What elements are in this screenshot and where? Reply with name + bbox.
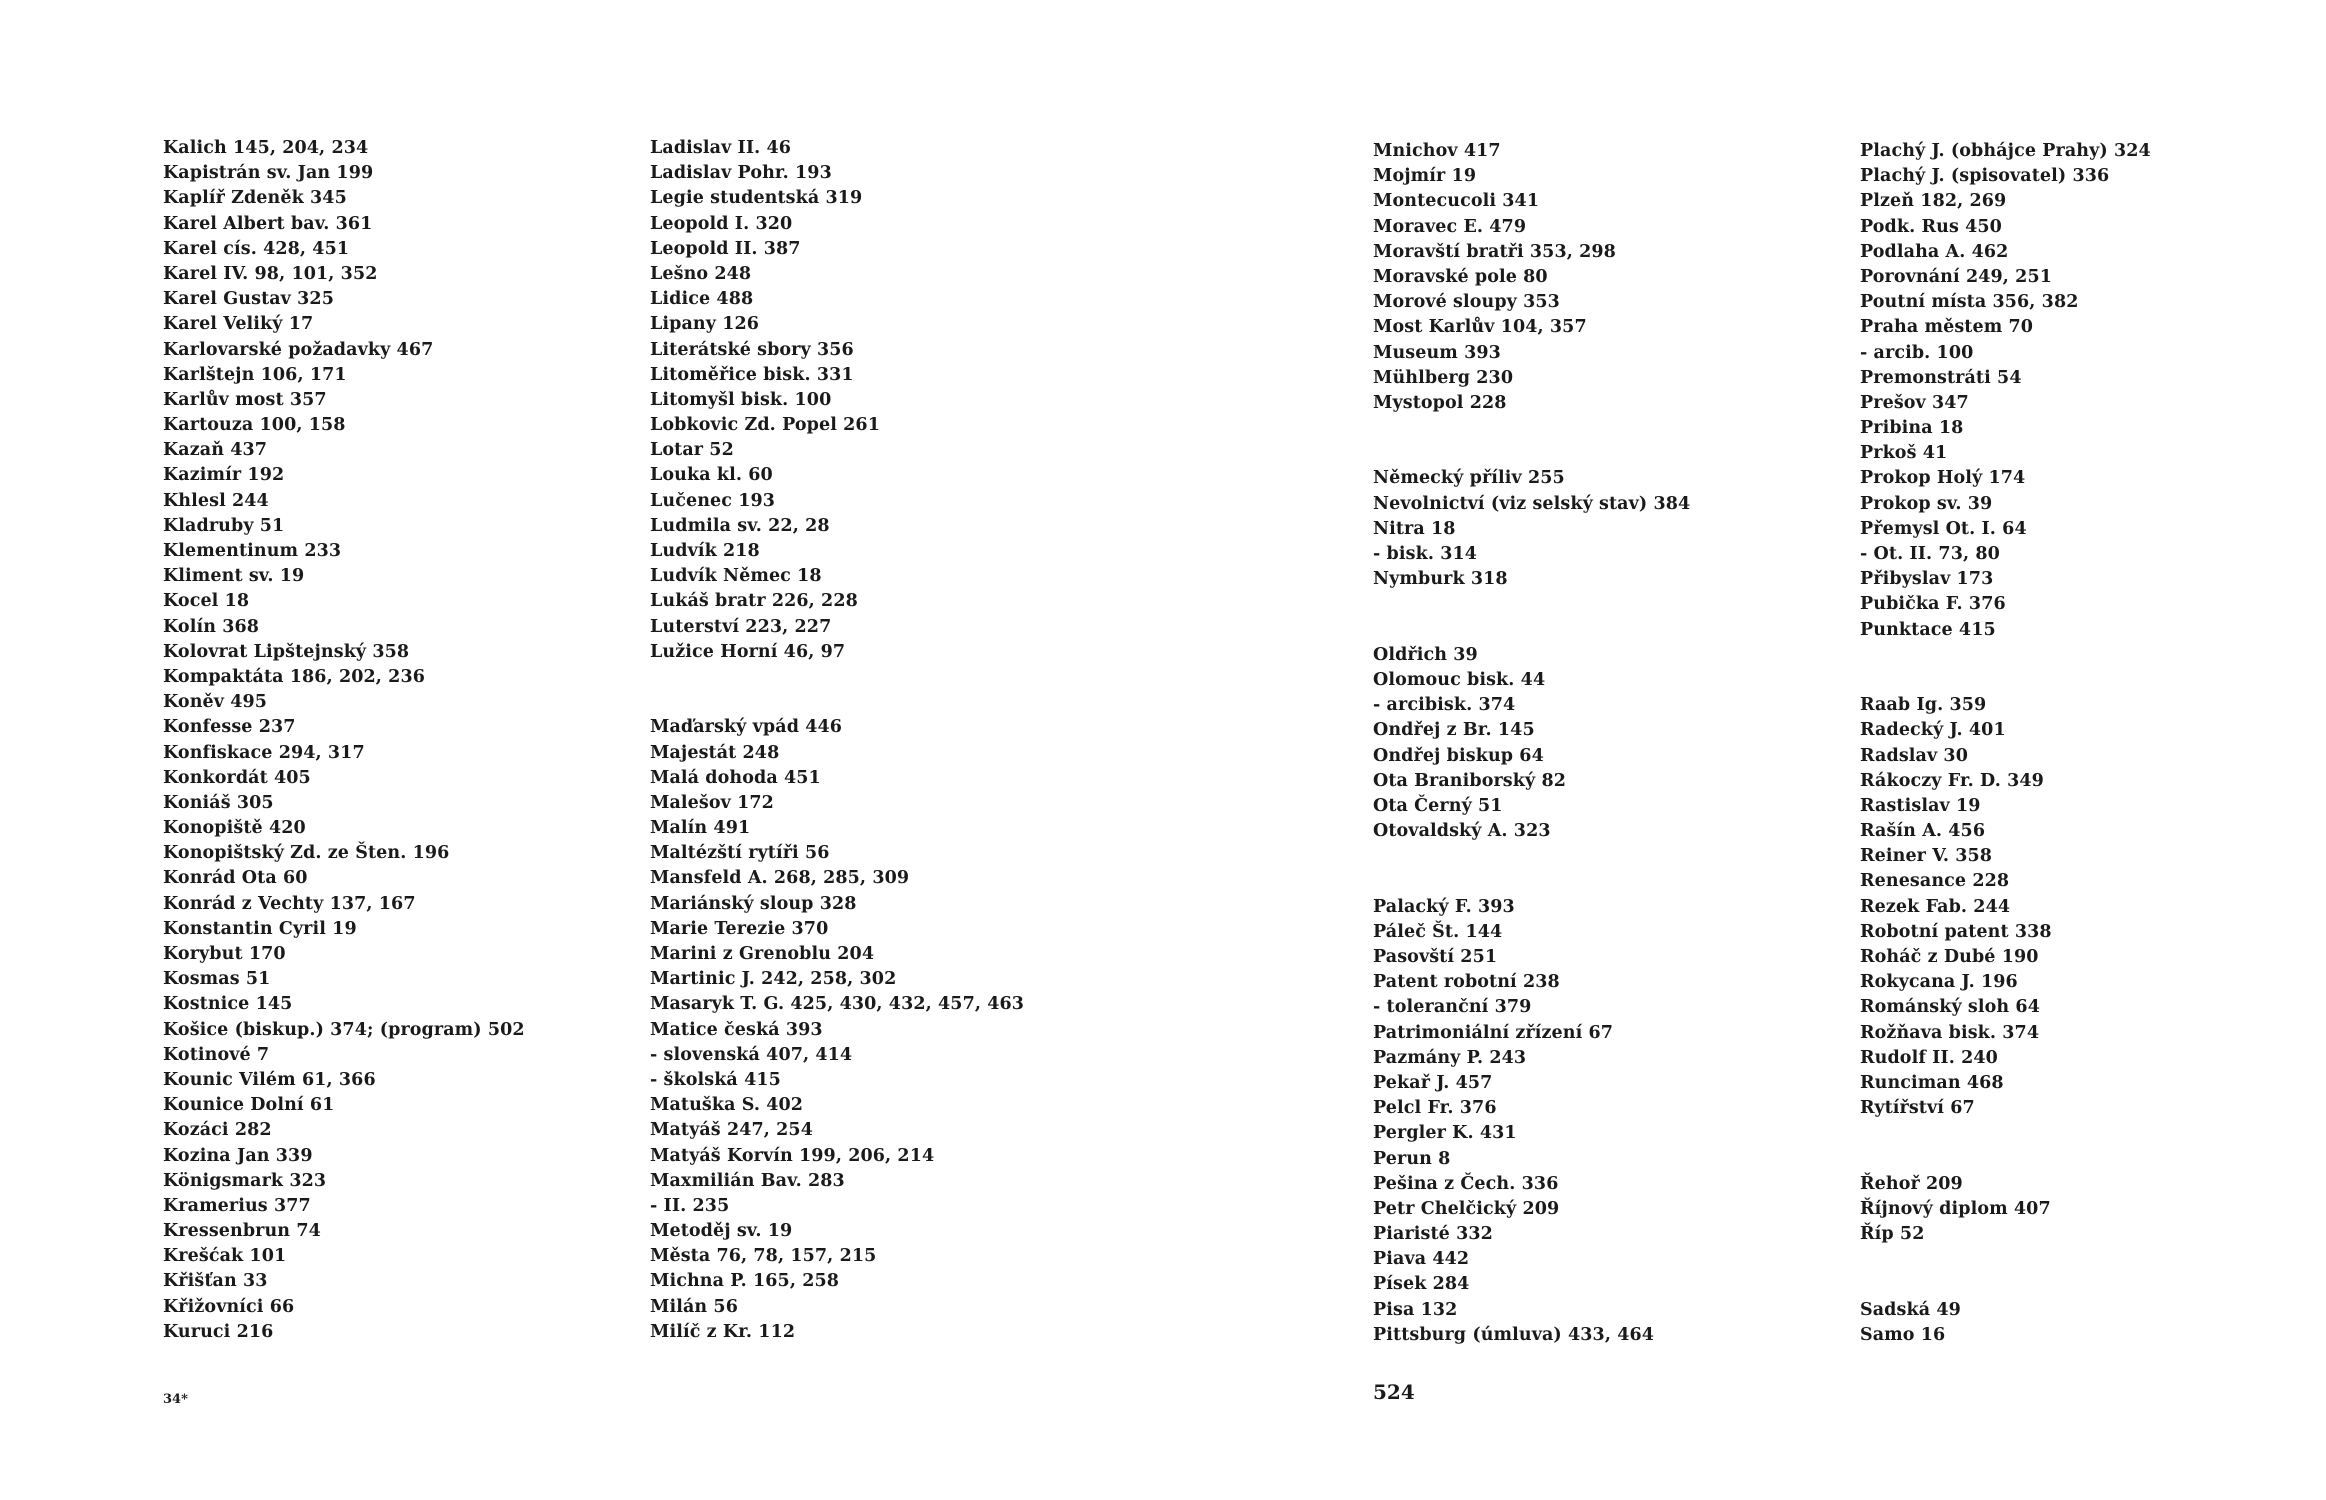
index-entry: Křižovníci 66 (163, 1296, 295, 1317)
index-entry: Pasovští 251 (1373, 947, 1498, 968)
letter-group-gap (1373, 416, 1690, 466)
index-entry: Přemysl Ot. I. 64 (1860, 518, 2027, 539)
index-entry: Oldřich 39 (1373, 644, 1478, 665)
index-entry: Konkordát 405 (163, 767, 311, 788)
index-entry: Rokycana J. 196 (1860, 972, 2018, 993)
index-entry: Říjnový diplom 407 (1860, 1198, 2051, 1219)
index-entry: Konrád z Vechty 137, 167 (163, 893, 416, 914)
index-entry: Karlovarské požadavky 467 (163, 339, 434, 360)
index-entry: Runciman 468 (1860, 1072, 2004, 1093)
index-entry: Luterství 223, 227 (650, 616, 832, 637)
index-entry: Kapistrán sv. Jan 199 (163, 163, 374, 184)
index-entry: Košice (biskup.) 374; (program) 502 (163, 1019, 525, 1040)
index-entry: Pazmány P. 243 (1373, 1047, 1527, 1068)
index-entry: Khlesl 244 (163, 490, 269, 511)
index-entry: - toleranční 379 (1373, 997, 1532, 1018)
index-entry: Konstantin Cyril 19 (163, 918, 357, 939)
index-entry: Patrimoniální zřízení 67 (1373, 1022, 1614, 1043)
index-entry: Koniáš 305 (163, 792, 274, 813)
index-entry: Leopold I. 320 (650, 213, 793, 234)
index-entry: Kladruby 51 (163, 515, 285, 536)
index-entry: Lidice 488 (650, 289, 754, 310)
index-column-1 (163, 136, 525, 1345)
index-entry: Písek 284 (1373, 1274, 1470, 1295)
index-entry: Marie Terezie 370 (650, 918, 829, 939)
index-entry: - arcib. 100 (1860, 342, 1974, 363)
index-entry: Museum 393 (1373, 342, 1501, 363)
index-entry: Radslav 30 (1860, 745, 1968, 766)
index-entry: Kliment sv. 19 (163, 566, 305, 587)
index-entry: Louka kl. 60 (650, 465, 773, 486)
index-entry: Matyáš Korvín 199, 206, 214 (650, 1145, 935, 1166)
index-entry: Renesance 228 (1860, 871, 2010, 892)
index-entry: Palacký F. 393 (1373, 896, 1515, 917)
index-entry: Pisa 132 (1373, 1299, 1458, 1320)
index-entry: Plachý J. (spisovatel) 336 (1860, 166, 2110, 187)
index-entry: Kozáci 282 (163, 1120, 272, 1141)
index-entry: Martinic J. 242, 258, 302 (650, 969, 897, 990)
index-entry: Rastislav 19 (1860, 795, 1981, 816)
index-entry: Rytířství 67 (1860, 1098, 1975, 1119)
index-entry: Malešov 172 (650, 792, 774, 813)
index-entry: Pešina z Čech. 336 (1373, 1173, 1559, 1194)
index-entry: Piaristé 332 (1373, 1224, 1493, 1245)
index-entry: Kozina Jan 339 (163, 1145, 313, 1166)
index-entry: Kressenbrun 74 (163, 1221, 321, 1242)
index-entry: Ludvík Němec 18 (650, 566, 822, 587)
index-entry: Malín 491 (650, 818, 751, 839)
index-entry: Říp 52 (1860, 1224, 1925, 1245)
index-entry: - II. 235 (650, 1195, 730, 1216)
index-entry: Ota Černý 51 (1373, 795, 1503, 816)
index-entry: Ondřej biskup 64 (1373, 745, 1544, 766)
index-entry: Mystopol 228 (1373, 392, 1507, 413)
index-entry: Ladislav Pohr. 193 (650, 163, 832, 184)
index-entry: Lipany 126 (650, 314, 760, 335)
index-entry: Patent robotní 238 (1373, 972, 1560, 993)
index-entry: Most Karlův 104, 357 (1373, 317, 1587, 338)
index-entry: Maltézští rytíři 56 (650, 843, 830, 864)
index-entry: Moravští bratři 353, 298 (1373, 241, 1616, 262)
index-entry: Mojmír 19 (1373, 166, 1477, 187)
index-entry: Milíč z Kr. 112 (650, 1321, 796, 1342)
letter-group-gap (1373, 592, 1690, 642)
index-entry: Metoděj sv. 19 (650, 1221, 793, 1242)
index-entry: Piava 442 (1373, 1249, 1470, 1270)
index-entry: Milán 56 (650, 1296, 738, 1317)
index-entry: Lučenec 193 (650, 490, 776, 511)
index-entry: Olomouc bisk. 44 (1373, 669, 1546, 690)
letter-group-gap (1860, 1247, 2151, 1297)
index-column-2 (650, 136, 1024, 1345)
index-entry: Prešov 347 (1860, 392, 1969, 413)
index-entry: Moravské pole 80 (1373, 266, 1548, 287)
index-column-3 (1373, 139, 1690, 1348)
index-entry: Města 76, 78, 157, 215 (650, 1246, 877, 1267)
index-entry: Ota Braniborský 82 (1373, 770, 1567, 791)
index-entry: Premonstráti 54 (1860, 367, 2022, 388)
index-entry: Kolín 368 (163, 616, 260, 637)
index-entry: Maďarský vpád 446 (650, 717, 843, 738)
index-entry: Perun 8 (1373, 1148, 1451, 1169)
letter-group-gap (1860, 643, 2151, 693)
index-entry: Konrád Ota 60 (163, 868, 308, 889)
index-entry: Krešćak 101 (163, 1246, 287, 1267)
index-entry: Kramerius 377 (163, 1195, 311, 1216)
index-entry: Pekař J. 457 (1373, 1072, 1493, 1093)
index-entry: Punktace 415 (1860, 619, 1996, 640)
index-entry: Pribina 18 (1860, 418, 1964, 439)
index-entry: Kolovrat Lipštejnský 358 (163, 641, 410, 662)
index-entry: Litoměřice bisk. 331 (650, 364, 854, 385)
index-entry: Kalich 145, 204, 234 (163, 138, 369, 158)
index-entry: Robotní patent 338 (1860, 921, 2052, 942)
index-entry: Kartouza 100, 158 (163, 415, 346, 436)
index-entry: Kounice Dolní 61 (163, 1095, 335, 1116)
index-entry: Koněv 495 (163, 692, 268, 713)
index-entry: Lobkovic Zd. Popel 261 (650, 415, 880, 436)
index-entry: Pergler K. 431 (1373, 1123, 1517, 1144)
index-entry: Kuruci 216 (163, 1321, 274, 1342)
index-entry: - Ot. II. 73, 80 (1860, 544, 2000, 564)
index-entry: Radecký J. 401 (1860, 720, 2006, 741)
index-entry: Německý příliv 255 (1373, 468, 1565, 489)
index-entry: Karel Veliký 17 (163, 314, 314, 335)
signature-mark: 34* (163, 1392, 188, 1407)
index-entry: Kocel 18 (163, 591, 250, 612)
page-number: 524 (1373, 1380, 1415, 1404)
index-entry: Matyáš 247, 254 (650, 1120, 813, 1141)
index-entry: Sadská 49 (1860, 1299, 1961, 1320)
index-entry: Kazaň 437 (163, 440, 268, 461)
index-entry: Mansfeld A. 268, 285, 309 (650, 868, 910, 889)
index-entry: Litomyšl bisk. 100 (650, 389, 832, 410)
index-entry: Reiner V. 358 (1860, 846, 1993, 867)
index-entry: Karlův most 357 (163, 389, 327, 410)
index-entry: Křišťan 33 (163, 1271, 268, 1292)
index-entry: Nitra 18 (1373, 518, 1456, 539)
index-entry: Přibyslav 173 (1860, 569, 1994, 590)
index-entry: Leopold II. 387 (650, 238, 801, 259)
index-entry: Matice česká 393 (650, 1019, 823, 1040)
index-entry: Ludvík 218 (650, 541, 760, 561)
index-entry: Kotinové 7 (163, 1044, 270, 1065)
index-entry: Mühlberg 230 (1373, 367, 1514, 388)
index-entry: Kosmas 51 (163, 969, 271, 990)
index-entry: Karel cís. 428, 451 (163, 238, 350, 259)
index-entry: Morové sloupy 353 (1373, 292, 1560, 313)
index-entry: Pittsburg (úmluva) 433, 464 (1373, 1324, 1655, 1345)
index-entry: Legie studentská 319 (650, 188, 863, 209)
index-entry: Moravec E. 479 (1373, 216, 1527, 237)
index-entry: Kazimír 192 (163, 465, 285, 486)
index-entry: Roháč z Dubé 190 (1860, 947, 2039, 968)
index-entry: Rákoczy Fr. D. 349 (1860, 770, 2044, 791)
letter-group-gap (1373, 844, 1690, 894)
index-entry: Samo 16 (1860, 1324, 1946, 1345)
index-entry: Lukáš bratr 226, 228 (650, 591, 858, 612)
index-entry: Páleč Št. 144 (1373, 921, 1503, 942)
index-entry: - slovenská 407, 414 (650, 1044, 853, 1065)
index-entry: Literátské sbory 356 (650, 339, 854, 360)
index-entry: Nymburk 318 (1373, 569, 1508, 590)
index-entry: Konfiskace 294, 317 (163, 742, 365, 763)
index-entry: Klementinum 233 (163, 541, 342, 561)
index-entry: Prokop Holý 174 (1860, 468, 2026, 489)
index-entry: Raab Ig. 359 (1860, 695, 1987, 716)
index-entry: Karel Albert bav. 361 (163, 213, 373, 234)
index-entry: Majestát 248 (650, 742, 780, 763)
index-entry: Königsmark 323 (163, 1170, 327, 1191)
index-entry: Poutní místa 356, 382 (1860, 292, 2079, 313)
index-entry: Rudolf II. 240 (1860, 1047, 1998, 1068)
index-entry: Ladislav II. 46 (650, 138, 792, 158)
index-entry: - bisk. 314 (1373, 544, 1478, 565)
index-entry: Konopiště 420 (163, 818, 306, 839)
index-entry: Lužice Horní 46, 97 (650, 641, 846, 662)
index-entry: Maxmilián Bav. 283 (650, 1170, 845, 1191)
index-entry: Matuška S. 402 (650, 1095, 804, 1116)
index-entry: Pelcl Fr. 376 (1373, 1098, 1497, 1119)
index-entry: Ludmila sv. 22, 28 (650, 515, 830, 536)
index-entry: Masaryk T. G. 425, 430, 432, 457, 463 (650, 994, 1025, 1015)
index-entry: - školská 415 (650, 1069, 781, 1090)
index-entry: Konopištský Zd. ze Šten. 196 (163, 843, 450, 864)
index-entry: Kostnice 145 (163, 994, 293, 1015)
index-entry: Kounic Vilém 61, 366 (163, 1069, 376, 1090)
index-entry: Plachý J. (obhájce Prahy) 324 (1860, 141, 2151, 161)
index-entry: Praha městem 70 (1860, 317, 2034, 338)
index-entry: Lešno 248 (650, 263, 752, 284)
index-entry: Otovaldský A. 323 (1373, 821, 1551, 842)
index-entry: Karel IV. 98, 101, 352 (163, 263, 378, 284)
index-entry: Porovnání 249, 251 (1860, 266, 2052, 287)
index-entry: Marini z Grenoblu 204 (650, 944, 875, 965)
index-entry: Nevolnictví (viz selský stav) 384 (1373, 493, 1691, 514)
index-entry: Ondřej z Br. 145 (1373, 720, 1535, 741)
index-entry: Kaplíř Zdeněk 345 (163, 188, 347, 209)
index-entry: Michna P. 165, 258 (650, 1271, 840, 1292)
index-entry: Prokop sv. 39 (1860, 493, 1993, 514)
index-entry: Románský sloh 64 (1860, 997, 2040, 1018)
index-entry: Malá dohoda 451 (650, 767, 821, 788)
index-entry: Rašín A. 456 (1860, 821, 1986, 842)
index-entry: Kompaktáta 186, 202, 236 (163, 666, 426, 687)
index-entry: Plzeň 182, 269 (1860, 191, 2007, 212)
letter-group-gap (1860, 1121, 2151, 1171)
index-entry: Karlštejn 106, 171 (163, 364, 347, 385)
index-entry: Rezek Fab. 244 (1860, 896, 2011, 917)
index-entry: Petr Chelčický 209 (1373, 1198, 1560, 1219)
index-entry: Konfesse 237 (163, 717, 296, 738)
index-column-4 (1860, 139, 2151, 1348)
index-entry: Montecucoli 341 (1373, 191, 1540, 212)
letter-group-gap (650, 665, 1024, 715)
index-entry: Karel Gustav 325 (163, 289, 334, 310)
index-entry: Pubička F. 376 (1860, 594, 2006, 615)
index-entry: Řehoř 209 (1860, 1173, 1963, 1194)
index-entry: Korybut 170 (163, 944, 286, 964)
index-entry: Podk. Rus 450 (1860, 216, 2002, 237)
index-entry: Rožňava bisk. 374 (1860, 1022, 2040, 1043)
index-entry: Podlaha A. 462 (1860, 241, 2009, 262)
index-entry: Prkoš 41 (1860, 443, 1948, 464)
index-entry: Mariánský sloup 328 (650, 893, 857, 914)
index-entry: - arcibisk. 374 (1373, 695, 1516, 716)
index-entry: Mnichov 417 (1373, 141, 1501, 161)
index-entry: Lotar 52 (650, 440, 734, 461)
